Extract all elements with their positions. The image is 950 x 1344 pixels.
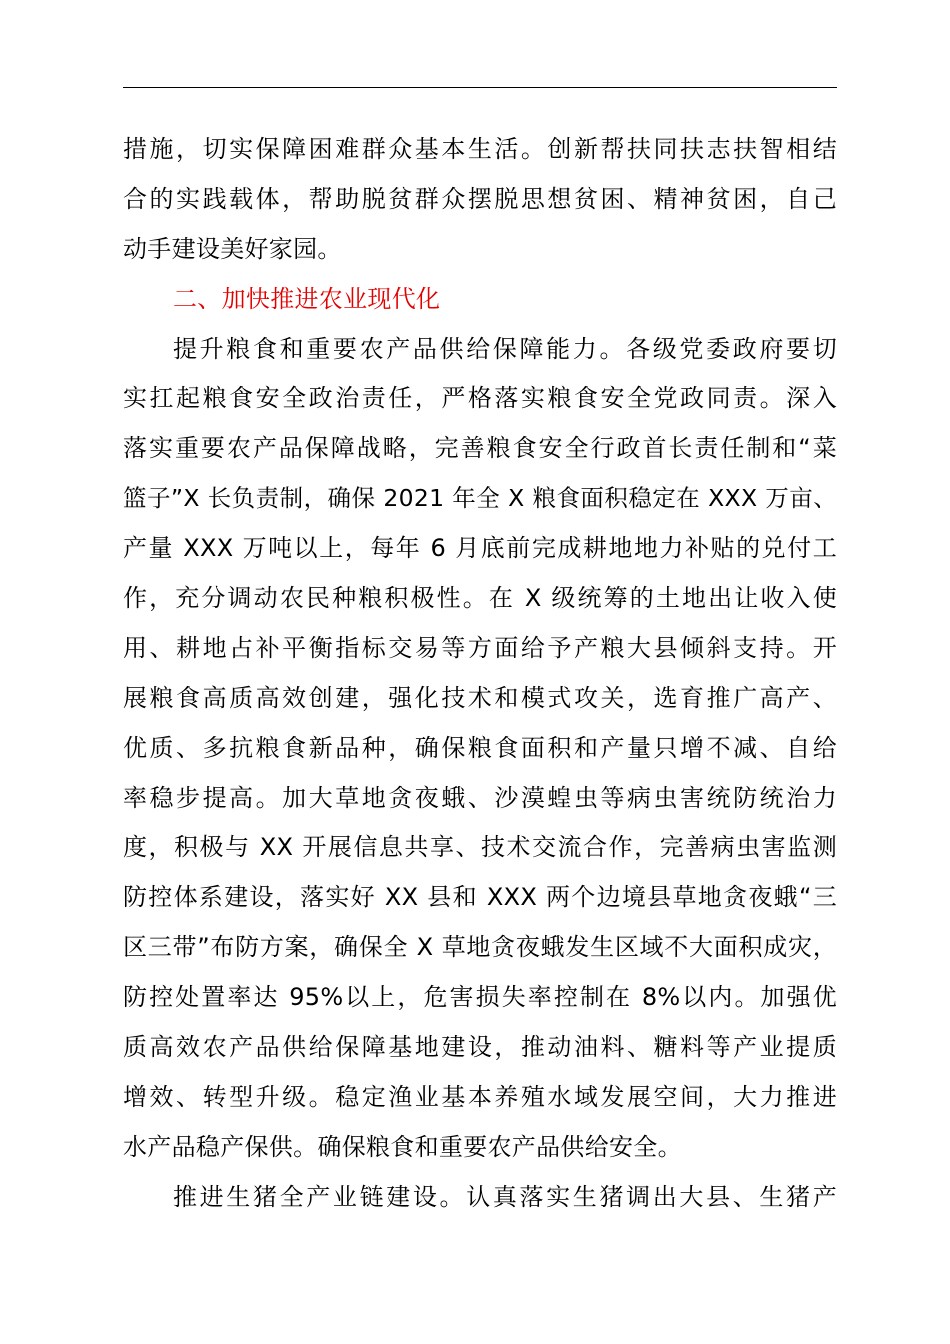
text-line: 水产品稳产保供。确保粮食和重要农产品供给安全。 xyxy=(123,1132,682,1161)
text-line: 区三带”布防方案，确保全 X 草地贪夜蛾发生区域不大面积成灾， xyxy=(123,933,837,962)
header-rule xyxy=(123,87,837,88)
document-body xyxy=(123,125,837,1223)
text-line: 篮子”X 长负责制，确保 2021 年全 X 粮食面积稳定在 XXX 万亩、 xyxy=(123,484,837,513)
text-line: 动手建设美好家园。 xyxy=(123,234,342,263)
text-line: 合的实践载体，帮助脱贫群众摆脱思想贫困、精神贫困，自己 xyxy=(123,184,837,213)
text-line: 作，充分调动农民种粮积极性。在 X 级统筹的土地出让收入使 xyxy=(123,584,837,613)
text-line: 推进生猪全产业链建设。认真落实生猪调出大县、生猪产 xyxy=(173,1182,837,1211)
text-line: 落实重要农产品保障战略，完善粮食安全行政首长责任制和“菜 xyxy=(123,434,837,463)
text-line: 质高效农产品供给保障基地建设，推动油料、糖料等产业提质 xyxy=(123,1033,837,1062)
text-line: 实扛起粮食安全政治责任，严格落实粮食安全党政同责。深入 xyxy=(123,384,837,413)
text-line: 度，积极与 XX 开展信息共享、技术交流合作，完善病虫害监测 xyxy=(123,833,837,862)
text-line: 防控处置率达 95%以上，危害损失率控制在 8%以内。加强优 xyxy=(123,983,837,1012)
text-line: 优质、多抗粮食新品种，确保粮食面积和产量只增不减、自给 xyxy=(123,733,837,762)
text-line: 提升粮食和重要农产品供给保障能力。各级党委政府要切 xyxy=(173,334,837,363)
text-line: 用、耕地占补平衡指标交易等方面给予产粮大县倾斜支持。开 xyxy=(123,633,837,662)
text-line: 率稳步提高。加大草地贪夜蛾、沙漠蝗虫等病虫害统防统治力 xyxy=(123,783,837,812)
text-line: 措施，切实保障困难群众基本生活。创新帮扶同扶志扶智相结 xyxy=(123,135,837,163)
text-line: 产量 XXX 万吨以上，每年 6 月底前完成耕地地力补贴的兑付工 xyxy=(123,534,837,563)
text-line: 增效、转型升级。稳定渔业基本养殖水域发展空间，大力推进 xyxy=(123,1082,837,1111)
text-line: 防控体系建设，落实好 XX 县和 XXX 两个边境县草地贪夜蛾“三 xyxy=(123,883,837,912)
section-heading: 二、加快推进农业现代化 xyxy=(173,284,441,313)
text-line: 展粮食高质高效创建，强化技术和模式攻关，选育推广高产、 xyxy=(123,683,837,712)
